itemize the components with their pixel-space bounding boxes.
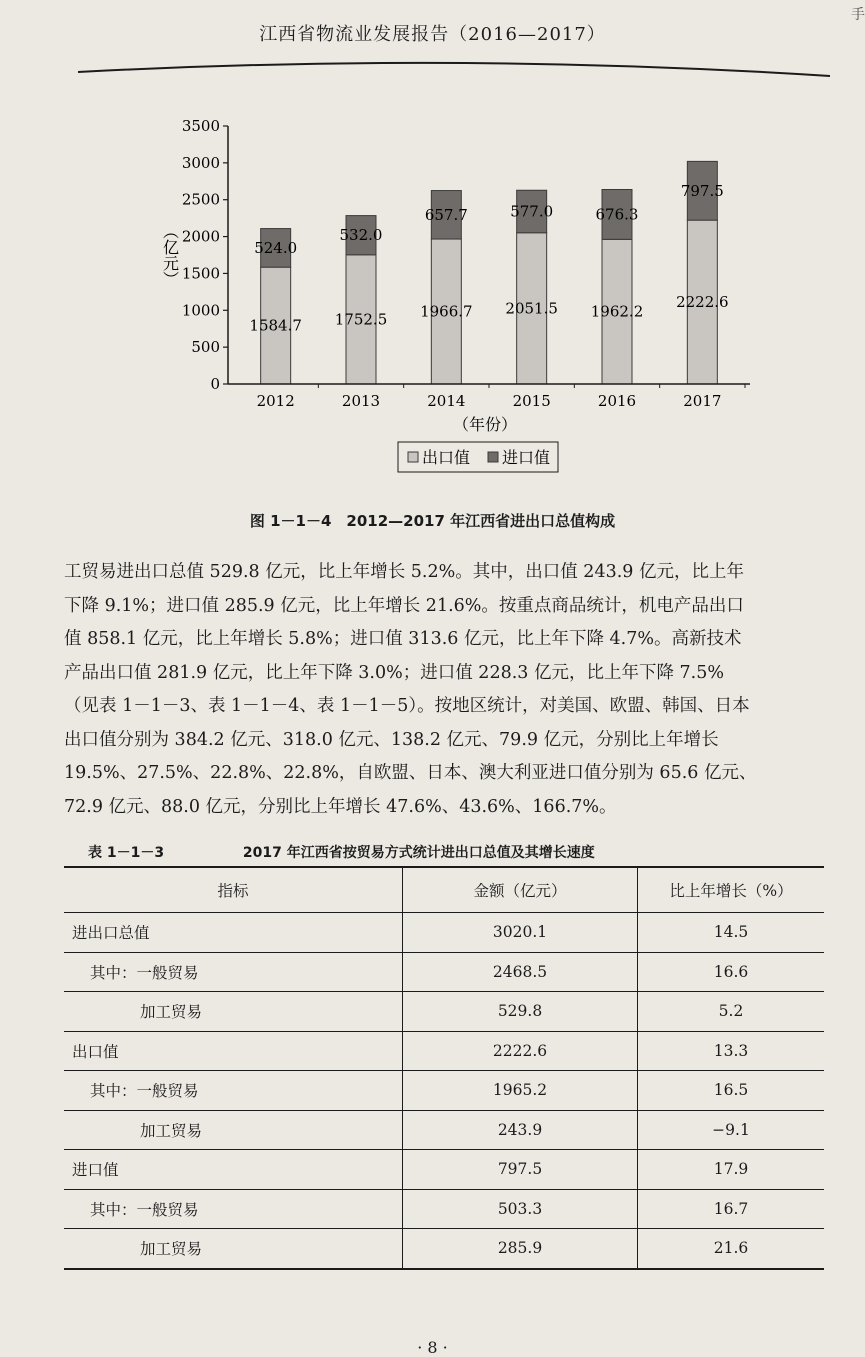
row-indicator: 其中：一般贸易 <box>64 952 403 992</box>
row-growth: 16.7 <box>638 1189 825 1229</box>
trade-table <box>64 866 824 1270</box>
bar-value-label: 524.0 <box>254 238 298 257</box>
paragraph-line: 产品出口值 281.9 亿元，比上年下降 3.0%；进口值 228.3 亿元，比上年下降 7.5% <box>64 662 724 683</box>
row-indicator: 加工贸易 <box>64 1229 403 1269</box>
table-row <box>64 913 824 953</box>
paragraph-line: 工贸易进出口总值 529.8 亿元，比上年增长 5.2%。其中，出口值 243.9 亿元，比上年 <box>64 562 744 582</box>
row-indicator: 进口值 <box>64 1150 403 1190</box>
row-growth: 13.3 <box>638 1031 825 1071</box>
paragraph-line: （见表 1－1－3、表 1－1－4、表 1－1－5）。按地区统计，对美国、欧盟、韩国、日本 <box>64 696 750 716</box>
row-growth: 16.6 <box>638 952 825 992</box>
x-tick-label: 2014 <box>427 392 466 410</box>
x-tick-label: 2012 <box>256 392 295 410</box>
y-tick-label: 500 <box>191 338 220 357</box>
paragraph-line: 19.5%、27.5%、22.8%、22.8%，自欧盟、日本、澳大利亚进口值分别为 65.6 亿元、 <box>64 763 757 783</box>
header-growth: 比上年增长（%） <box>638 867 825 913</box>
row-amount: 529.8 <box>403 992 638 1032</box>
x-tick-label: 2017 <box>683 392 722 410</box>
x-tick-label: 2016 <box>597 392 637 410</box>
page-number: · 8 · <box>417 1338 448 1357</box>
row-amount: 3020.1 <box>403 913 638 953</box>
paragraph-line: 72.9 亿元、88.0 亿元，分别比上年增长 47.6%、43.6%、166.7%。 <box>64 796 617 817</box>
paragraph-line: 出口值分别为 384.2 亿元、318.0 亿元、138.2 亿元、79.9 亿元，分别比上年增长 <box>64 729 719 750</box>
x-axis-label: （年份） <box>452 415 518 434</box>
y-tick-label: 3500 <box>181 117 220 135</box>
bar-value-label: 2051.5 <box>505 299 558 318</box>
row-indicator: 加工贸易 <box>64 992 403 1032</box>
chart-legend <box>398 442 558 472</box>
row-amount: 243.9 <box>403 1110 638 1150</box>
row-indicator: 其中：一般贸易 <box>64 1071 403 1111</box>
running-header: 江西省物流业发展报告（2016—2017） <box>259 24 606 45</box>
header-amount: 金额（亿元） <box>403 867 638 913</box>
stacked-bar-chart <box>140 100 760 485</box>
row-growth: 16.5 <box>638 1071 825 1111</box>
bar-value-label: 676.3 <box>595 205 639 224</box>
table-row <box>64 1071 824 1111</box>
legend-label: 进口值 <box>502 448 551 467</box>
row-growth: 17.9 <box>638 1150 825 1190</box>
row-amount: 1965.2 <box>403 1071 638 1111</box>
body-paragraph <box>64 556 834 824</box>
y-tick-label: 2500 <box>181 190 220 209</box>
row-growth: 5.2 <box>638 992 825 1032</box>
table-row <box>64 1110 824 1150</box>
table-row <box>64 1150 824 1190</box>
bar-value-label: 2222.6 <box>676 293 729 312</box>
row-growth: 14.5 <box>638 913 825 953</box>
table-row <box>64 1031 824 1071</box>
bar-value-label: 1584.7 <box>249 316 302 335</box>
x-tick-label: 2013 <box>341 392 381 410</box>
y-tick-label: 0 <box>210 375 220 393</box>
x-tick-label: 2015 <box>512 392 551 410</box>
row-amount: 503.3 <box>403 1189 638 1229</box>
row-growth: 21.6 <box>638 1229 825 1269</box>
table-row <box>64 1189 824 1229</box>
y-tick-label: 3000 <box>181 153 220 172</box>
bar-value-label: 1962.2 <box>590 302 644 321</box>
header-rule <box>78 54 830 78</box>
figure-caption: 图 1－1－4 2012—2017 年江西省进出口总值构成 <box>249 512 616 530</box>
paragraph-line: 下降 9.1%；进口值 285.9 亿元，比上年增长 21.6%。按重点商品统计，机电产品出口 <box>64 595 744 616</box>
row-indicator: 出口值 <box>64 1031 403 1071</box>
legend-swatch <box>408 452 418 462</box>
table-title: 2017 年江西省按贸易方式统计进出口总值及其增长速度 <box>242 845 595 861</box>
row-indicator: 进出口总值 <box>64 913 403 953</box>
table-row <box>64 1229 824 1269</box>
bar-value-label: 532.0 <box>339 226 383 245</box>
row-amount: 2468.5 <box>403 952 638 992</box>
table-caption <box>88 842 808 862</box>
y-axis-label: （亿元） <box>160 223 180 287</box>
y-tick-label: 1000 <box>181 301 220 320</box>
row-growth: −9.1 <box>638 1110 825 1150</box>
table-row <box>64 992 824 1032</box>
corner-mark: 手 <box>851 7 865 23</box>
row-amount: 285.9 <box>403 1229 638 1269</box>
bar-value-label: 1966.7 <box>420 302 473 321</box>
row-indicator: 加工贸易 <box>64 1110 403 1150</box>
row-amount: 2222.6 <box>403 1031 638 1071</box>
header-indicator: 指标 <box>64 867 403 913</box>
paragraph-line: 值 858.1 亿元，比上年增长 5.8%；进口值 313.6 亿元，比上年下降 4.7%。高新技术 <box>64 629 742 649</box>
y-tick-label: 2000 <box>181 227 220 246</box>
legend-swatch <box>488 452 498 462</box>
bar-value-label: 577.0 <box>510 202 554 221</box>
table-number: 表 1－1－3 <box>88 845 165 861</box>
bar-value-label: 1752.5 <box>334 310 388 329</box>
bar-value-label: 657.7 <box>424 205 468 224</box>
table-header-row <box>64 867 824 913</box>
legend-label: 出口值 <box>422 448 471 467</box>
row-amount: 797.5 <box>403 1150 638 1190</box>
row-indicator: 其中：一般贸易 <box>64 1189 403 1229</box>
bar-value-label: 797.5 <box>680 181 724 200</box>
table-row <box>64 952 824 992</box>
y-tick-label: 1500 <box>181 264 220 283</box>
